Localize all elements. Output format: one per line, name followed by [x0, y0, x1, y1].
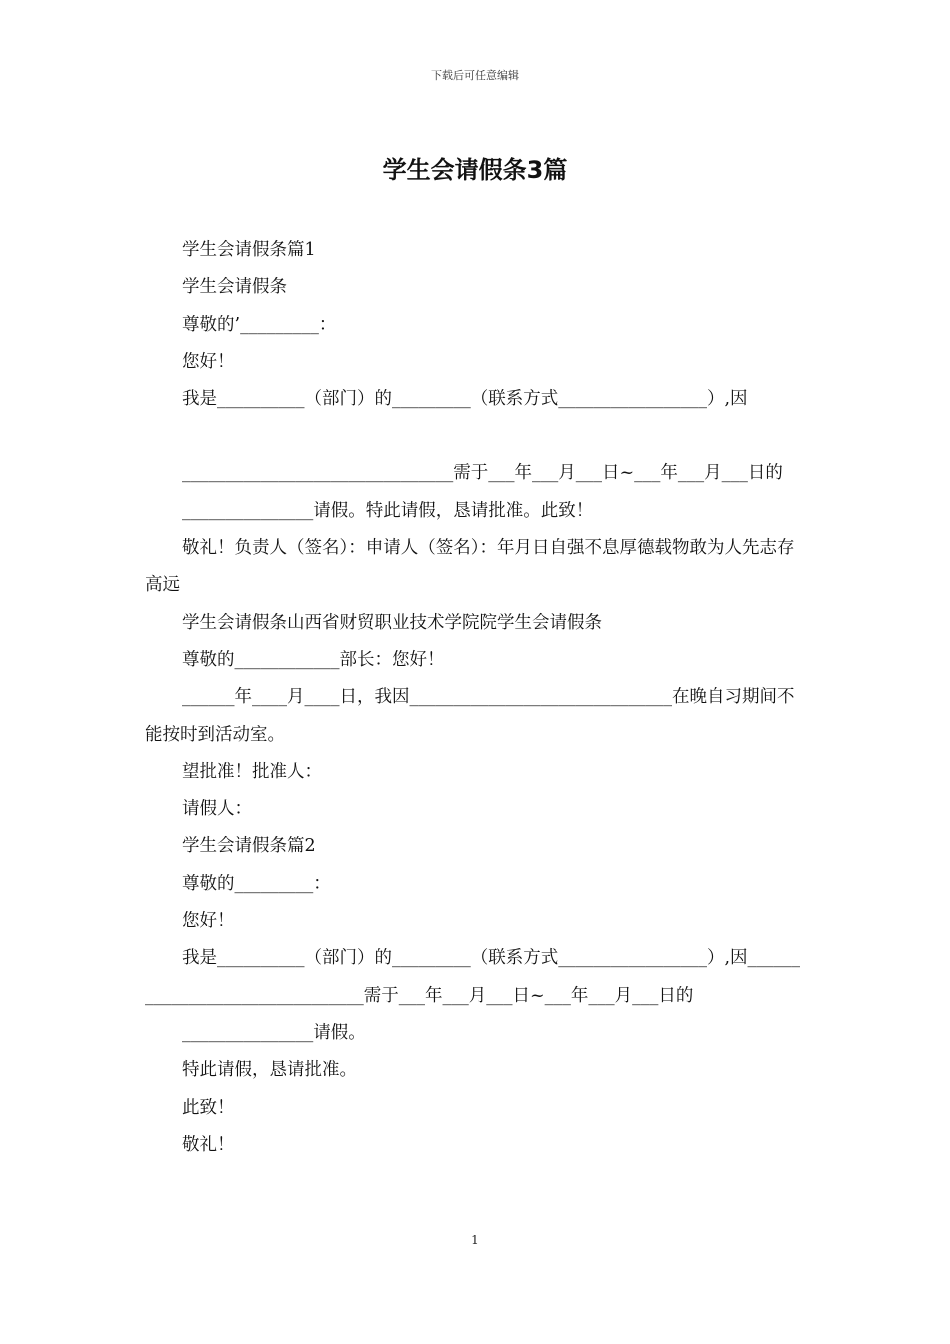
paragraph: 此致！ — [182, 1097, 235, 1118]
paragraph: 特此请假，恳请批准。 — [182, 1060, 357, 1081]
paragraph: 学生会请假条山西省财贸职业技术学院院学生会请假条 — [182, 612, 602, 633]
paragraph: 请假人： — [182, 799, 252, 820]
paragraph: 尊敬的_________： — [182, 873, 331, 894]
paragraph: _______________请假。特此请假，恳请批准。此致！ — [182, 500, 594, 521]
paragraph: 尊敬的____________部长：您好！ — [182, 649, 445, 670]
paragraph: 尊敬的’_________： — [182, 314, 337, 335]
document-body — [145, 232, 807, 1164]
document-title: 学生会请假条3篇 — [382, 156, 568, 184]
paragraph: 我是__________（部门）的_________（联系方式_________________）,因_______________________________需于___年___月___日~___年___月___日的 — [145, 948, 801, 1006]
header-note: 下载后可任意编辑 — [431, 69, 519, 82]
paragraph: 您好！ — [182, 351, 235, 372]
paragraph: 您好！ — [182, 911, 235, 932]
paragraph: 敬礼！ — [182, 1134, 235, 1155]
paragraph: _______________请假。 — [182, 1022, 366, 1043]
paragraph: ______年____月____日，我因______________________________在晚自习期间不能按时到活动室。 — [145, 687, 795, 745]
paragraph: 敬礼！负责人（签名）：申请人（签名）：年月日自强不息厚德载物敢为人先志存高远 — [145, 538, 795, 596]
paragraph: 望批准！批准人： — [182, 761, 322, 782]
paragraph: 学生会请假条篇2 — [182, 836, 316, 857]
paragraph: _______________________________需于___年___月___日~___年___月___日的 — [182, 463, 783, 484]
paragraph: 学生会请假条篇1 — [182, 240, 316, 260]
paragraph: 学生会请假条 — [182, 277, 287, 298]
paragraph: 我是__________（部门）的_________（联系方式_________________）,因 — [182, 389, 748, 410]
blank-line — [145, 418, 807, 455]
page-number: 1 — [471, 1233, 479, 1247]
